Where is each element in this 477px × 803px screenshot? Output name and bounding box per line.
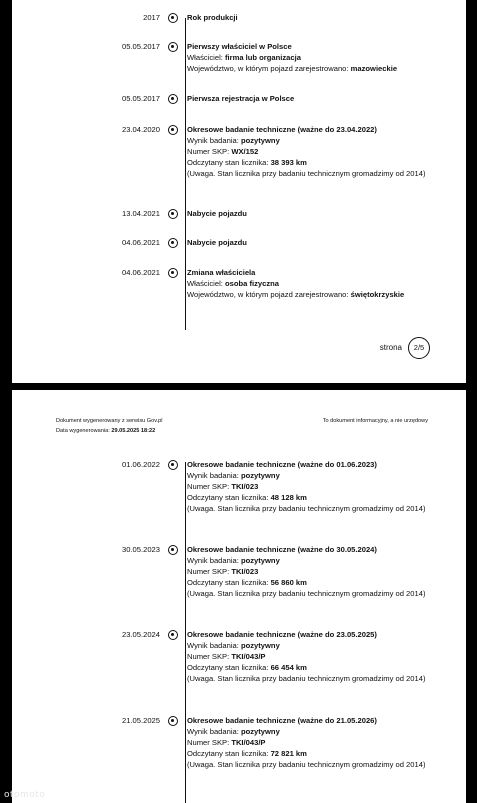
event-details (187, 41, 427, 74)
event-date: 21.05.2025 (121, 716, 160, 725)
header-right-note: To dokument informacyjny, a nie urzędowy (322, 418, 428, 424)
event-detail-line (187, 651, 427, 662)
timeline-dot-icon (168, 238, 178, 248)
detail-value: osoba fizyczna (224, 279, 279, 288)
event-details (187, 544, 427, 599)
event-detail-line (187, 168, 427, 179)
event-title: Pierwsza rejestracja w Polsce (187, 94, 295, 103)
timeline-dot-icon (168, 630, 178, 640)
event-detail-line (187, 470, 427, 481)
timeline-dot-icon (168, 94, 178, 104)
event-detail-line (187, 278, 427, 289)
event-detail-line (187, 289, 427, 300)
detail-label: Właściciel: (187, 279, 225, 288)
detail-label: Wynik badania: (187, 471, 241, 480)
event-date: 05.05.2017 (121, 94, 160, 103)
detail-label: Województwo, w którym pojazd zarejestrowano: (187, 64, 351, 73)
event-title: Rok produkcji (187, 13, 238, 22)
event-date: 04.06.2021 (121, 238, 160, 247)
detail-label: Odczytany stan licznika: (187, 578, 271, 587)
detail-label: (Uwaga. Stan licznika przy badaniu technicznym gromadzimy od 2014) (187, 760, 426, 769)
event-title: Okresowe badanie techniczne (ważne do 23.04.2022) (187, 125, 377, 134)
watermark-logo: otomoto (4, 790, 46, 800)
detail-value: 38 393 km (270, 158, 307, 167)
detail-value: pozytywny (240, 136, 280, 145)
event-details (187, 237, 427, 248)
detail-label: Wynik badania: (187, 641, 241, 650)
detail-label: Numer SKP: (187, 567, 232, 576)
detail-label: Wynik badania: (187, 556, 241, 565)
detail-label: Wynik badania: (187, 727, 241, 736)
detail-value: pozytywny (240, 556, 280, 565)
timeline-dot-icon (168, 716, 178, 726)
detail-value: mazowieckie (350, 64, 398, 73)
detail-label: Numer SKP: (187, 652, 232, 661)
event-date: 2017 (143, 13, 160, 22)
generated-date (56, 426, 163, 436)
event-date: 13.04.2021 (121, 209, 160, 218)
detail-value: pozytywny (240, 641, 280, 650)
event-details (187, 124, 427, 179)
detail-label: Województwo, w którym pojazd zarejestrowano: (187, 290, 351, 299)
event-details (187, 93, 427, 104)
detail-value: pozytywny (240, 471, 280, 480)
event-detail-line (187, 146, 427, 157)
detail-value: świętokrzyskie (350, 290, 405, 299)
event-detail-line (187, 503, 427, 514)
event-details (187, 459, 427, 514)
event-details (187, 715, 427, 770)
event-detail-line (187, 726, 427, 737)
detail-value: TKI/023 (231, 482, 259, 491)
event-details (187, 12, 427, 23)
detail-value: 72 821 km (270, 749, 307, 758)
generated-date-label: Data wygenerowania: (56, 428, 112, 434)
timeline-line (185, 462, 186, 803)
detail-label: (Uwaga. Stan licznika przy badaniu technicznym gromadzimy od 2014) (187, 589, 426, 598)
generated-date-value: 29.05.2025 18:22 (111, 428, 156, 434)
timeline-line (185, 18, 186, 330)
timeline-dot-icon (168, 13, 178, 23)
document-page-3 (12, 390, 466, 803)
event-detail-line (187, 63, 427, 74)
detail-label: Wynik badania: (187, 136, 241, 145)
detail-label: (Uwaga. Stan licznika przy badaniu technicznym gromadzimy od 2014) (187, 504, 426, 513)
event-detail-line (187, 52, 427, 63)
event-details (187, 208, 427, 219)
event-detail-line (187, 662, 427, 673)
detail-value: TKI/043/P (231, 652, 266, 661)
event-date: 23.04.2020 (121, 125, 160, 134)
event-detail-line (187, 748, 427, 759)
event-title: Pierwszy właściciel w Polsce (187, 42, 292, 51)
timeline-dot-icon (168, 545, 178, 555)
event-title: Okresowe badanie techniczne (ważne do 21.05.2026) (187, 716, 377, 725)
event-date: 05.05.2017 (121, 42, 160, 51)
detail-value: 66 454 km (270, 663, 307, 672)
event-detail-line (187, 759, 427, 770)
timeline-dot-icon (168, 460, 178, 470)
detail-label: Właściciel: (187, 53, 225, 62)
timeline-dot-icon (168, 125, 178, 135)
event-detail-line (187, 640, 427, 651)
event-detail-line (187, 566, 427, 577)
document-page-2 (12, 0, 466, 383)
event-title: Zmiana właściciela (187, 268, 256, 277)
detail-label: Numer SKP: (187, 147, 232, 156)
page-number-badge: 2/5 (408, 337, 430, 359)
event-title: Okresowe badanie techniczne (ważne do 01.06.2023) (187, 460, 377, 469)
detail-label: Numer SKP: (187, 738, 232, 747)
event-title: Okresowe badanie techniczne (ważne do 23.05.2025) (187, 630, 377, 639)
event-detail-line (187, 555, 427, 566)
timeline-dot-icon (168, 209, 178, 219)
detail-value: WX/152 (231, 147, 259, 156)
detail-label: Odczytany stan licznika: (187, 749, 271, 758)
event-title: Okresowe badanie techniczne (ważne do 30.05.2024) (187, 545, 377, 554)
detail-label: (Uwaga. Stan licznika przy badaniu technicznym gromadzimy od 2014) (187, 674, 426, 683)
detail-value: TKI/043/P (231, 738, 266, 747)
event-date: 30.05.2023 (121, 545, 160, 554)
event-date: 01.06.2022 (121, 460, 160, 469)
page-label: strona (379, 343, 402, 353)
event-detail-line (187, 481, 427, 492)
event-detail-line (187, 737, 427, 748)
detail-value: 48 128 km (270, 493, 307, 502)
event-title: Nabycie pojazdu (187, 238, 247, 247)
detail-value: TKI/023 (231, 567, 259, 576)
event-detail-line (187, 157, 427, 168)
header-left (56, 416, 163, 436)
detail-label: Odczytany stan licznika: (187, 158, 271, 167)
detail-value: 56 860 km (270, 578, 307, 587)
event-date: 23.05.2024 (121, 630, 160, 639)
event-detail-line (187, 492, 427, 503)
timeline-dot-icon (168, 268, 178, 278)
detail-value: pozytywny (240, 727, 280, 736)
event-detail-line (187, 577, 427, 588)
event-detail-line (187, 588, 427, 599)
detail-label: Odczytany stan licznika: (187, 493, 271, 502)
detail-label: Numer SKP: (187, 482, 232, 491)
detail-label: Odczytany stan licznika: (187, 663, 271, 672)
detail-label: (Uwaga. Stan licznika przy badaniu technicznym gromadzimy od 2014) (187, 169, 426, 178)
event-detail-line (187, 673, 427, 684)
event-title: Nabycie pojazdu (187, 209, 247, 218)
detail-value: firma lub organizacja (224, 53, 301, 62)
generated-source: Dokument wygenerowany z serwisu Gov.pl (56, 418, 163, 424)
event-date: 04.06.2021 (121, 268, 160, 277)
page-indicator (380, 337, 430, 359)
event-detail-line (187, 135, 427, 146)
timeline-dot-icon (168, 42, 178, 52)
event-details (187, 267, 427, 300)
event-details (187, 629, 427, 684)
